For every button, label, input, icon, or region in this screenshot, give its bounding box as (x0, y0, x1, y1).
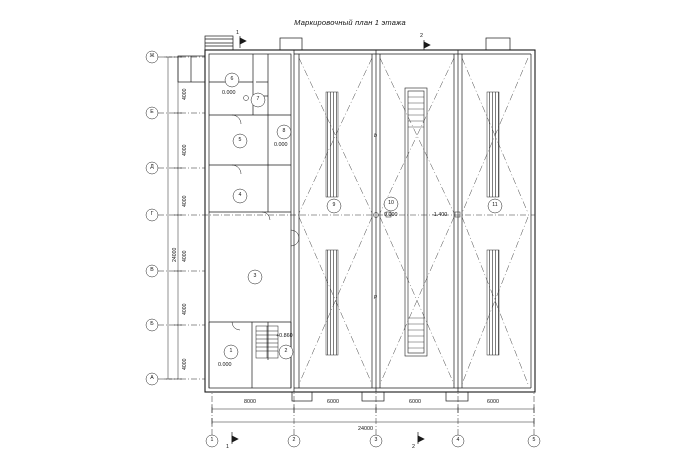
hdim-3: 6000 (487, 399, 499, 405)
room-number-3: 3 (253, 273, 257, 279)
axis-label-h-4: 5 (532, 437, 536, 443)
hdim-total: 24000 (358, 426, 373, 432)
hdim-2: 6000 (409, 399, 421, 405)
section-mark-top-2: 2 (420, 33, 423, 39)
vdim-0: 4000 (182, 88, 188, 100)
room-number-4: 4 (238, 192, 242, 198)
level-mark-pit: -1.400 (432, 212, 448, 218)
level-mark-room-10: 0.000 (384, 212, 398, 218)
axis-label-v-4: В (150, 267, 154, 273)
axis-label-v-2: Д (150, 164, 154, 170)
level-mark-room-1: 0.000 (218, 362, 232, 368)
room-number-9: 9 (332, 202, 336, 208)
room-number-bubbles (224, 73, 502, 359)
room-number-10: 10 (388, 200, 394, 206)
page-title: Маркировочный план 1 этажа (294, 18, 406, 27)
section-mark-bottom-2: 2 (412, 444, 415, 450)
room-number-11: 11 (492, 202, 498, 208)
level-mark-room-2: +0.860 (276, 333, 293, 339)
room-number-6: 6 (230, 76, 234, 82)
axis-label-v-3: Г (150, 211, 154, 217)
level-mark-room-8: 0.000 (274, 142, 288, 148)
hdim-0: 8000 (244, 399, 256, 405)
room-number-5: 5 (238, 137, 242, 143)
room-number-8: 8 (282, 128, 286, 134)
vdim-3: 4000 (182, 250, 188, 262)
axis-label-v-5: Б (150, 321, 154, 327)
vdim-total: 24000 (172, 247, 178, 262)
axis-label-h-0: 1 (210, 437, 214, 443)
hdim-1: 6000 (327, 399, 339, 405)
horizontal-dimension-chain (212, 405, 534, 426)
axis-label-v-6: А (150, 375, 154, 381)
axis-label-v-0: Ж (149, 53, 155, 59)
vdim-2: 4000 (182, 195, 188, 207)
mark-b: b (374, 133, 377, 139)
vdim-1: 4000 (182, 144, 188, 156)
axis-label-v-1: Е (150, 109, 154, 115)
axis-label-h-3: 4 (456, 437, 460, 443)
vdim-5: 4000 (182, 358, 188, 370)
stair-symbol (256, 326, 278, 358)
room-number-1: 1 (229, 348, 233, 354)
section-mark-top-1: 1 (236, 30, 239, 36)
level-mark-room-6: 0.000 (222, 90, 236, 96)
vertical-dimension-chain (164, 57, 182, 379)
mark-p: p (374, 294, 377, 300)
hatched-strips (326, 92, 499, 355)
room-number-7: 7 (256, 96, 260, 102)
axis-label-h-1: 2 (292, 437, 296, 443)
axis-label-h-2: 3 (374, 437, 378, 443)
room-number-2: 2 (284, 348, 288, 354)
vdim-4: 4000 (182, 303, 188, 315)
section-mark-bottom-1: 1 (226, 444, 229, 450)
